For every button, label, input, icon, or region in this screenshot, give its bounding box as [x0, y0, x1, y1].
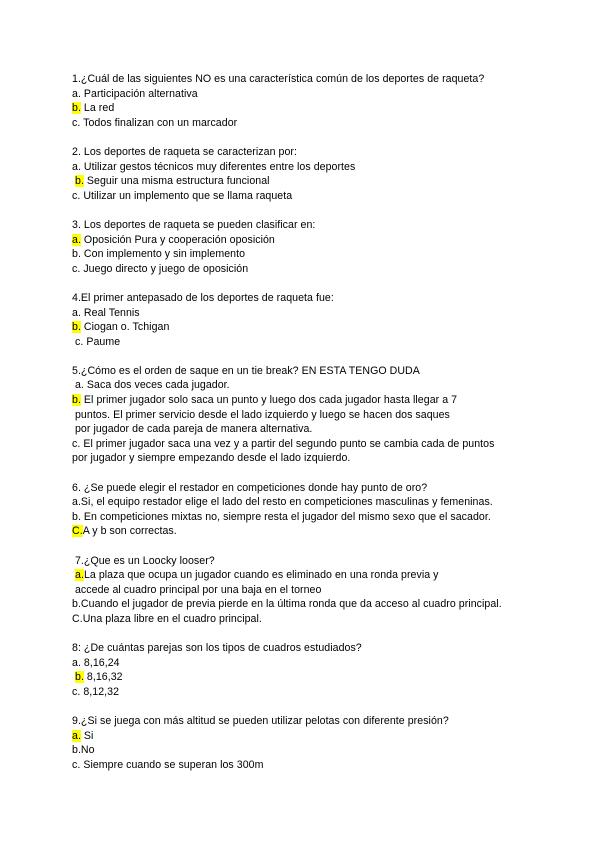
answer-option [72, 670, 552, 685]
answer-option [72, 656, 552, 671]
option-text: a. Participación alternativa [72, 87, 198, 100]
option-text: c. El primer jugador saca una vez y a partir del segundo punto se cambia cada de puntos [72, 437, 495, 450]
answer-option-line [72, 116, 552, 131]
option-text: El primer jugador solo saca un punto y luego dos cada jugador hasta llegar a 7 [80, 394, 458, 407]
answer-option [72, 729, 552, 744]
answer-option [72, 174, 552, 189]
answer-option [72, 568, 552, 597]
answer-option [72, 233, 552, 248]
highlighted-answer-letter: b. [72, 394, 81, 407]
option-text: 8,16,32 [83, 671, 123, 684]
option-text: c. Utilizar un implemento que se llama raqueta [72, 189, 293, 202]
option-text: puntos. El primer servicio desde el lado izquierdo y luego se hacen dos saques [72, 408, 450, 421]
answer-option [72, 758, 552, 773]
question-block [72, 554, 552, 627]
highlighted-answer-letter: b. [72, 102, 81, 115]
answer-option [72, 247, 552, 262]
question-block [72, 218, 552, 276]
question-block [72, 641, 552, 699]
option-text: accede al cuadro principal por una baja en el torneo [72, 583, 322, 596]
highlighted-answer-letter: b. [72, 321, 81, 334]
option-text: b.Cuando el jugador de previa pierde en la última ronda que da acceso al cuadro principal. [72, 598, 502, 611]
option-text: La plaza que ocupa un jugador cuando es eliminado en una ronda previa y [83, 569, 439, 582]
answer-option-line [72, 408, 552, 423]
answer-option [72, 393, 552, 437]
option-text: Ciogan o. Tchigan [80, 321, 170, 334]
answer-option-line [72, 524, 552, 539]
question-text: 2. Los deportes de raqueta se caracterizan por: [72, 145, 297, 158]
question-text: 6. ¿Se puede elegir el restador en competiciones donde hay punto de oro? [72, 481, 428, 494]
question-text: 9.¿Si se juega con más altitud se pueden utilizar pelotas con diferente presión? [72, 715, 449, 728]
answer-option-line [72, 101, 552, 116]
answer-option-line [72, 320, 552, 335]
answer-option [72, 320, 552, 335]
answer-option-line [72, 743, 552, 758]
highlighted-answer-letter: b. [75, 671, 84, 684]
answer-option-line [72, 306, 552, 321]
answer-option-line [72, 670, 552, 685]
answer-option [72, 524, 552, 539]
answer-option-line [72, 451, 552, 466]
option-text: a. Utilizar gestos técnicos muy diferentes entre los deportes [72, 160, 356, 173]
question-text: 5.¿Cómo es el orden de saque en un tie break? EN ESTA TENGO DUDA [72, 364, 420, 377]
answer-option [72, 160, 552, 175]
answer-option-line [72, 495, 552, 510]
answer-option-line [72, 247, 552, 262]
answer-option [72, 685, 552, 700]
option-text: Si [80, 729, 94, 742]
highlighted-answer-letter: b. [75, 175, 84, 188]
question-text: 4.El primer antepasado de los deportes de raqueta fue: [72, 291, 334, 304]
option-text: Seguir una misma estructura funcional [83, 175, 270, 188]
question-block [72, 145, 552, 203]
option-text: c. Todos finalizan con un marcador [72, 116, 238, 129]
answer-option [72, 335, 552, 350]
answer-option [72, 597, 552, 612]
option-text: Oposición Pura y cooperación oposición [80, 233, 275, 246]
answer-option-line [72, 612, 552, 627]
answer-option-line [72, 174, 552, 189]
answer-option-line [72, 422, 552, 437]
question-block [72, 714, 552, 772]
option-text: b. En competiciones mixtas no, siempre resta el jugador del mismo sexo que el sacador. [72, 510, 491, 523]
answer-option-line [72, 568, 552, 583]
option-text: c. Siempre cuando se superan los 300m [72, 758, 264, 771]
question-text: 3. Los deportes de raqueta se pueden clasificar en: [72, 218, 316, 231]
answer-option-line [72, 189, 552, 204]
answer-option-line [72, 87, 552, 102]
answer-option [72, 262, 552, 277]
answer-option [72, 743, 552, 758]
option-text: a. Real Tennis [72, 306, 140, 319]
option-text: c. Paume [72, 335, 121, 348]
answer-option-line [72, 262, 552, 277]
option-text: a.Si, el equipo restador elige el lado del resto en competiciones masculinas y femeninas. [72, 496, 493, 509]
answer-option [72, 87, 552, 102]
option-text: a. Saca dos veces cada jugador. [72, 379, 230, 392]
answer-option-line [72, 437, 552, 452]
answer-option-line [72, 597, 552, 612]
answer-option-line [72, 656, 552, 671]
answer-option [72, 510, 552, 525]
question-block [72, 72, 552, 130]
highlighted-answer-letter: a. [72, 233, 81, 246]
answer-option [72, 306, 552, 321]
answer-option-line [72, 393, 552, 408]
question-text: 8: ¿De cuántas parejas son los tipos de cuadros estudiados? [72, 642, 362, 655]
highlighted-answer-letter: C. [72, 525, 83, 538]
answer-option-line [72, 685, 552, 700]
option-text: C.Una plaza libre en el cuadro principal. [72, 612, 262, 625]
option-text: b. Con implemento y sin implemento [72, 248, 246, 261]
answer-option-line [72, 510, 552, 525]
option-text: c. 8,12,32 [72, 685, 120, 698]
answer-option-line [72, 335, 552, 350]
option-text: por jugador de cada pareja de manera alternativa. [72, 423, 313, 436]
option-text: por jugador y siempre empezando desde el lado izquierdo. [72, 452, 351, 465]
answer-option [72, 437, 552, 466]
answer-option [72, 612, 552, 627]
answer-option [72, 495, 552, 510]
question-text: 7.¿Que es un Loocky looser? [72, 554, 215, 567]
question-block [72, 364, 552, 466]
answer-option-line [72, 758, 552, 773]
question-block [72, 291, 552, 349]
option-text: La red [80, 102, 115, 115]
option-text: A y b son correctas. [82, 525, 177, 538]
question-text: 1.¿Cuál de las siguientes NO es una característica común de los deportes de raqueta? [72, 73, 485, 85]
answer-option [72, 378, 552, 393]
highlighted-answer-letter: a. [72, 729, 81, 742]
option-text: a. 8,16,24 [72, 656, 120, 669]
answer-option [72, 101, 552, 116]
option-text: b.No [72, 744, 95, 757]
answer-option [72, 116, 552, 131]
answer-option-line [72, 160, 552, 175]
answer-option-line [72, 583, 552, 598]
question-block [72, 481, 552, 539]
quiz-document [72, 72, 552, 787]
answer-option-line [72, 378, 552, 393]
answer-option-line [72, 233, 552, 248]
answer-option [72, 189, 552, 204]
option-text: c. Juego directo y juego de oposición [72, 262, 249, 275]
answer-option-line [72, 729, 552, 744]
highlighted-answer-letter: a. [75, 569, 84, 582]
